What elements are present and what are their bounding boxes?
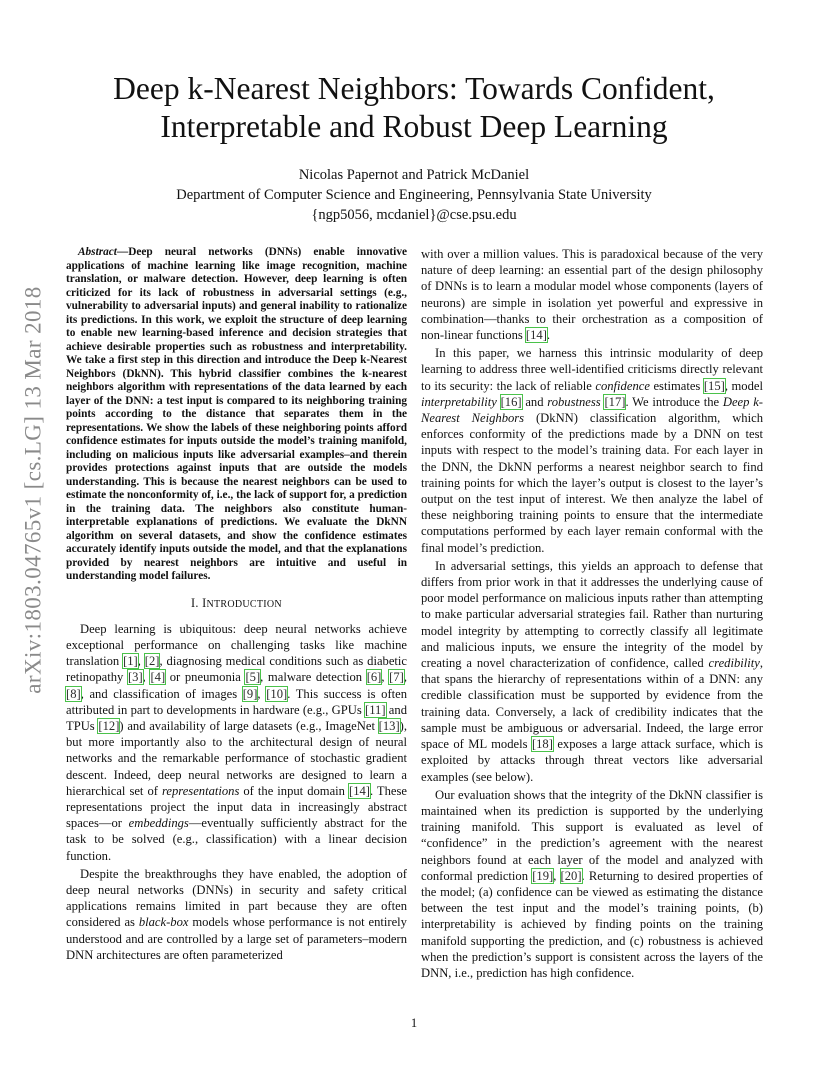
arxiv-id: arXiv:1803.04765v1 [cs.LG] 13 Mar 2018 bbox=[21, 286, 47, 694]
author-block bbox=[60, 165, 768, 225]
author-email: {ngp5056, mcdaniel}@cse.psu.edu bbox=[311, 207, 517, 223]
left-column bbox=[66, 246, 407, 965]
emphasis: robustness bbox=[547, 394, 601, 409]
emphasis: credibility bbox=[708, 656, 760, 671]
right-paragraph-2: In this paper, we harness this intrinsic modularity of deep learning to address three well-identified criticisms directly relevant to its security: the lack of reliable confidence estimates [15], model interpretability [16] and robustness [17]. We introduce the Deep k-Nearest Neighbors (DkNN) classification algorithm, which enforces conformity of the predictions made by a DNN on test inputs with respect to the model’s training data. For each layer in the DNN, the DkNN performs a nearest neighbor search to find training points for which the layer’s output is closest to the layer’s output on the test input of interest. We then analyze the label of these neighboring training points to ensure that the intermediate computations performed by each layer remain conformal with the final model’s prediction. bbox=[421, 346, 763, 555]
emphasis: black-box bbox=[138, 915, 189, 930]
section-rest: NTRODUCTION bbox=[206, 598, 282, 610]
section-first-letter: I bbox=[202, 595, 207, 610]
section-numeral: I. bbox=[191, 595, 203, 610]
abstract bbox=[66, 246, 407, 584]
right-paragraph-4: Our evaluation shows that the integrity of the DkNN classifier is maintained when its prediction is supported by the underlying training manifold. This support is evaluated as level of “confidence” in the prediction’s agreement with the nearest neighbors found at each layer of the model and analyzed with conformal prediction [19], [20]. Returning to desired properties of the model; (a) confidence can be viewed as estimating the distance between the test input and the model’s training points, (b) interpretability is achieved by finding points on the training manifold supporting the prediction, and (c) robustness is achieved when the prediction’s support is consistent across the layers of the DNN, i.e., prediction has high confidence. bbox=[421, 787, 763, 980]
citation-link[interactable]: [18] bbox=[531, 737, 553, 752]
right-column bbox=[421, 246, 763, 983]
abstract-label: Abstract bbox=[78, 246, 117, 258]
affiliation: Department of Computer Science and Engineering, Pennsylvania State University bbox=[176, 187, 652, 203]
citation-link[interactable]: [5] bbox=[245, 670, 261, 685]
page-number: 1 bbox=[410, 1016, 418, 1030]
citation-link[interactable]: [3] bbox=[127, 670, 143, 685]
citation-link[interactable]: [16] bbox=[500, 394, 522, 409]
citation-link[interactable]: [4] bbox=[150, 670, 166, 685]
emphasis: representations bbox=[161, 783, 240, 798]
citation-link[interactable]: [20] bbox=[560, 868, 582, 883]
citation-link[interactable]: [2] bbox=[144, 654, 160, 669]
citation-link[interactable]: [8] bbox=[66, 686, 81, 701]
citation-link[interactable]: [15] bbox=[703, 378, 725, 393]
citation-link[interactable]: [17] bbox=[604, 394, 626, 409]
citation-link[interactable]: [12] bbox=[98, 718, 120, 733]
citation-link[interactable]: [19] bbox=[532, 868, 554, 883]
citation-link[interactable]: [10] bbox=[266, 686, 288, 701]
emphasis: confidence bbox=[595, 378, 650, 393]
citation-link[interactable]: [7] bbox=[389, 670, 404, 685]
title-line: Deep k-Nearest Neighbors: Towards Confident, bbox=[113, 71, 715, 106]
emphasis: interpretability bbox=[421, 394, 497, 409]
citation-link[interactable]: [11] bbox=[365, 702, 386, 717]
section-heading-introduction bbox=[66, 595, 407, 613]
citation-link[interactable]: [14] bbox=[525, 328, 547, 343]
emphasis: embeddings bbox=[128, 816, 189, 831]
abstract-text: —Deep neural networks (DNNs) enable innovative applications of machine learning like image recognition, machine translation, or malware detection. However, deep learning is often criticized for its lack of robustness in adversarial settings (e.g., vulnerability to adversarial inputs) and general inability to rationalize its predictions. In this work, we exploit the structure of deep learning to enable new learning-based inference and decision strategies that achieve desirable properties such as robustness and interpretability. We take a first step in this direction and introduce the Deep k-Nearest Neighbors (DkNN). This hybrid classifier combines the k-nearest neighbors algorithm with representations of the data learned by each layer of the DNN: a test input is compared to its neighboring training points according to the distance that separates them in the representations. We show the labels of these neighboring points afford confidence estimates for inputs outside the model’s training manifold, including on malicious inputs like adversarial examples–and therein provides protections against inputs that are outside the models understanding. This is because the nearest neighbors can be used to estimate the nonconformity of, i.e., the lack of support for, a prediction in the training data. The neighbors also constitute human-interpretable explanations of predictions. We evaluate the DkNN algorithm on several datasets, and show the confidence estimates accurately identify inputs outside the model, and that the explanations provided by nearest neighbors are intuitive and useful in understanding model failures. bbox=[66, 246, 407, 582]
intro-paragraph-2: Despite the breakthroughs they have enabled, the adoption of deep neural networks (DNNs) in security and safety critical applications remains limited in part because they are often considered as black-box models whose performance is not entirely understood and are controlled by a large set of parameters–modern DNN architectures are often parameterized bbox=[66, 866, 407, 962]
emphasis: Deep k-Nearest Neighbors bbox=[421, 394, 763, 426]
citation-link[interactable]: [13] bbox=[378, 718, 400, 733]
paper-title bbox=[60, 70, 768, 146]
intro-paragraph-1: Deep learning is ubiquitous: deep neural networks achieve exceptional performance on challenging tasks like machine translation [1], [2], diagnosing medical conditions such as diabetic retinopathy [3], [4] or pneumonia [5], malware detection [6], [7], [8], and classification of images [9], [10]. This success is often attributed in part to developments in hardware (e.g., GPUs [11] and TPUs [12]) and availability of large datasets (e.g., ImageNet [13]), but more importantly also to the architectural design of neural networks and the remarkable performance of stochastic gradient descent. Indeed, deep neural networks are designed to learn a hierarchical set of representations of the input domain [14]. These representations project the input data in increasingly abstract spaces—or embeddings—eventually sufficiently abstract for the task to be solved (e.g., classification) with a linear decision function. bbox=[66, 621, 408, 863]
citation-link[interactable]: [9] bbox=[242, 686, 258, 701]
citation-link[interactable]: [6] bbox=[366, 670, 382, 685]
citation-link[interactable]: [1] bbox=[123, 654, 138, 669]
arxiv-identifier-stamp bbox=[18, 280, 50, 700]
right-paragraph-3: In adversarial settings, this yields an approach to defense that differs from prior work in that it addresses the underlying cause of poor model performance on malicious inputs rather than attempting to make particular adversarial strategies fail. Rather than nurturing model integrity by attempting to correctly classify all legitimate and malicious inputs, we ensure the integrity of the model by creating a novel characterization of confidence, called credibility, that spans the hierarchy of representations within of a DNN: any credible classification must be supported by evidence from the training data. Conversely, a lack of credibility indicates that the sample must be ambiguous or adversarial. Indeed, the large error space of ML models [18] exposes a large attack surface, which is exploited by attacks through threat vectors like adversarial examples (see below). bbox=[421, 558, 763, 784]
citation-link[interactable]: [14] bbox=[349, 783, 370, 798]
title-line: Interpretable and Robust Deep Learning bbox=[160, 109, 668, 144]
right-paragraph-1: with over a million values. This is paradoxical because of the very nature of deep learning: an essential part of the design philosophy of DNNs is to learn a modular model whose components (layers of neurons) are simple in isolation yet powerful and expressive in combination—thanks to their orchestration as a composition of non-linear functions [14]. bbox=[421, 247, 763, 343]
author-names: Nicolas Papernot and Patrick McDaniel bbox=[298, 167, 530, 183]
